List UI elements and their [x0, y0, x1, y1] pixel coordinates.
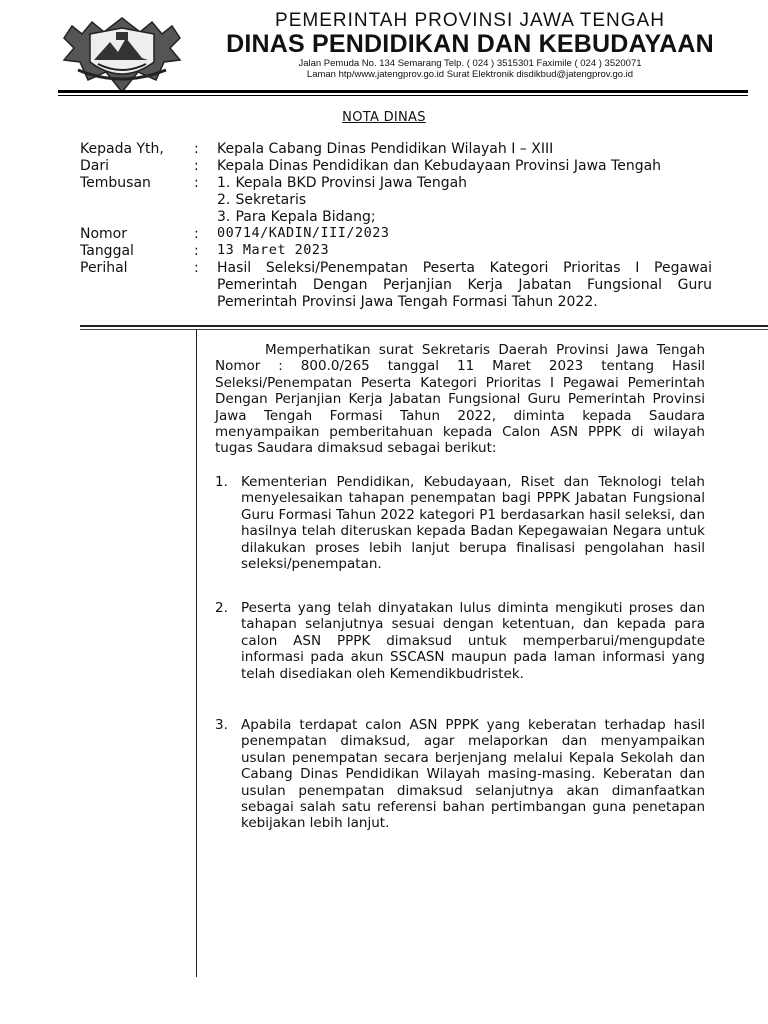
tembusan-item-number: 1.	[217, 175, 231, 191]
list-item-text: Kementerian Pendidikan, Kebudayaan, Riset dan Teknologi telah menyelesaikan tahapan penempatan bagi PPPK Jabatan Fungsional Guru Formasi Tahun 2022 kategori P1 berdasarkan hasil seleksi, dan hasilnya telah diteruskan kepada Badan Kepegawaian Negara untuk dilakukan proses lebih lanjut berupa finalisasi pengolahan hasil seleksi/penempatan.	[241, 474, 705, 573]
tembusan-item-number: 2.	[217, 192, 231, 208]
tembusan-item	[217, 192, 717, 209]
tembusan-item	[217, 209, 717, 226]
tembusan-item-number: 3.	[217, 209, 231, 225]
perihal-value: Hasil Seleksi/Penempatan Peserta Kategori Prioritas I Pegawai Pemerintah Dengan Perjanjian Kerja Jabatan Fungsional Guru Pemerintah Provinsi Jawa Tengah Formasi Tahun 2022.	[217, 260, 712, 310]
tembusan-label: Tembusan	[80, 175, 151, 191]
letterhead-agency: DINAS PENDIDIKAN DAN KEBUDAYAAN	[226, 30, 714, 58]
header-separator-thick	[80, 325, 768, 327]
letterhead-rule-thick	[58, 90, 748, 93]
colon: :	[194, 141, 199, 157]
letterhead-address: Jalan Pemuda No. 134 Semarang Telp. ( 024 ) 3515301 Faximile ( 024 ) 3520071	[298, 58, 642, 69]
letterhead-rule-thin	[58, 95, 748, 96]
tembusan-item-text: Sekretaris	[235, 192, 307, 208]
list-item-number: 2.	[215, 600, 228, 616]
tembusan-item	[217, 175, 717, 192]
letterhead-province: PEMERINTAH PROVINSI JAWA TENGAH	[275, 10, 665, 31]
document-title: NOTA DINAS	[342, 110, 426, 125]
intro-paragraph	[215, 342, 705, 457]
header-separator-thin	[80, 329, 768, 330]
tanggal-label: Tanggal	[80, 243, 134, 259]
colon: :	[194, 158, 199, 174]
dari-value: Kepala Dinas Pendidikan dan Kebudayaan Provinsi Jawa Tengah	[217, 158, 662, 174]
perihal-label: Perihal	[80, 260, 128, 276]
kepada-label: Kepada Yth,	[80, 141, 164, 157]
colon: :	[194, 243, 199, 259]
colon: :	[194, 226, 199, 242]
dari-label: Dari	[80, 158, 110, 174]
intro-text: Memperhatikan surat Sekretaris Daerah Provinsi Jawa Tengah Nomor : 800.0/265 tanggal 11 Maret 2023 tentang Hasil Seleksi/Penempatan Peserta Kategori Prioritas I Pegawai Pemerintah Dengan Perjanjian Kerja Jabatan Fungsional Guru Pemerintah Provinsi Jawa Tengah Formasi Tahun 2022, diminta kepada Saudara menyampaikan pemberitahuan kepada Calon ASN PPPK di wilayah tugas Saudara dimaksud sebagai berikut:	[215, 342, 705, 457]
list-item-number: 3.	[215, 717, 228, 733]
colon: :	[194, 260, 199, 276]
list-item-text: Peserta yang telah dinyatakan lulus diminta mengikuti proses dan tahapan selanjutnya sesuai dengan ketentuan, dan kepada para calon ASN PPPK dimaksud untuk memperbarui/mengupdate informasi pada akun SSCASN maupun pada laman informasi yang telah disediakan oleh Kemendikbudristek.	[241, 600, 705, 682]
nomor-label: Nomor	[80, 226, 127, 242]
kepada-value: Kepala Cabang Dinas Pendidikan Wilayah I – XIII	[217, 141, 554, 157]
list-item-number: 1.	[215, 474, 228, 490]
colon: :	[194, 175, 199, 191]
jawa-tengah-emblem	[60, 8, 184, 98]
tembusan-item-text: Kepala BKD Provinsi Jawa Tengah	[235, 175, 468, 191]
nomor-value: 00714/KADIN/III/2023	[217, 225, 390, 241]
tanggal-value: 13 Maret 2023	[217, 242, 330, 258]
margin-vertical-line	[196, 329, 197, 977]
tembusan-item-text: Para Kepala Bidang;	[235, 209, 376, 225]
letterhead-web: Laman htp/www.jatengprov.go.id Surat Elektronik disdikbud@jatengprov.go.id	[306, 69, 634, 80]
list-item-text: Apabila terdapat calon ASN PPPK yang keberatan terhadap hasil penempatan dimaksud, agar melaporkan dan menyampaikan usulan penempatan secara berjenjang melalui Kepala Sekolah dan Cabang Dinas Pendidikan Wilayah masing-masing. Keberatan dan usulan penempatan dimaksud selanjutnya akan dimanfaatkan sebagai salah satu referensi bahan pertimbangan guna penetapan kebijakan lebih lanjut.	[241, 717, 705, 832]
